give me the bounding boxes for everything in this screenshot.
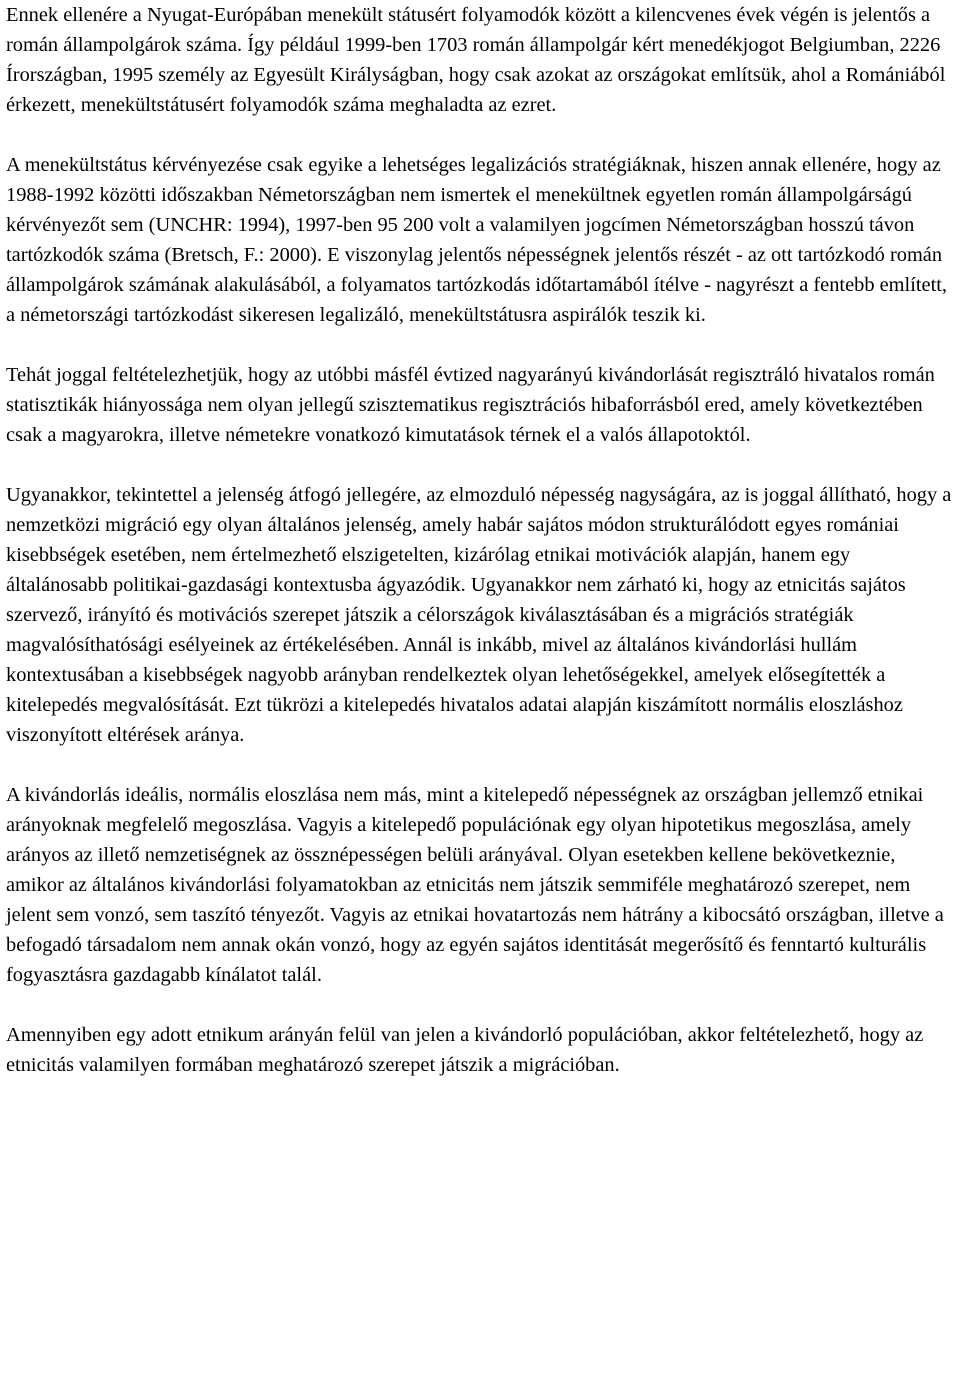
paragraph-6: Amennyiben egy adott etnikum arányán felül van jelen a kivándorló populációban, akkor feltételezhető, hogy az etnicitás valamilyen formában meghatározó szerepet játszik a migrációban. (6, 1024, 924, 1076)
paragraph-1: Ennek ellenére a Nyugat-Európában menekült státusért folyamodók között a kilencvenes évek végén is jelentős a román állampolgárok száma. Így például 1999-ben 1703 román állampolgár kért menedékjogot Belgiumban, 2226 Írországban, 1995 személy az Egyesült Királyságban, hogy csak azokat az országokat említsük, ahol a Romániából érkezett, menekültstátusért folyamodók száma meghaladta az ezret. (6, 4, 946, 116)
paragraph-5: A kivándorlás ideális, normális eloszlása nem más, mint a kitelepedő népességnek az országban jellemző etnikai arányoknak megfelelő megoszlása. Vagyis a kitelepedő populációnak egy olyan hipotetikus megoszlása, amely arányos az illető nemzetiségnek az össznépességen belüli arányával. Olyan esetekben kellene bekövetkeznie, amikor az általános kivándorlási folyamatokban az etnicitás nem játszik semmiféle meghatározó szerepet, nem jelent sem vonzó, sem taszító tényezőt. Vagyis az etnikai hovatartozás nem hátrány a kibocsátó országban, illetve a befogadó társadalom nem annak okán vonzó, hogy az egyén sajátos identitását megerősítő és fenntartó kulturális fogyasztásra gazdagabb kínálatot talál. (6, 784, 944, 986)
paragraph-4: Ugyanakkor, tekintettel a jelenség átfogó jellegére, az elmozduló népesség nagyságára, az is joggal állítható, hogy a nemzetközi migráció egy olyan általános jelenség, amely habár sajátos módon strukturálódott egyes romániai kisebbségek esetében, nem értelmezhető elszigetelten, kizárólag etnikai motivációk alapján, hanem egy általánosabb politikai-gazdasági kontextusba ágyazódik. Ugyanakkor nem zárható ki, hogy az etnicitás sajátos szervező, irányító és motivációs szerepet játszik a célországok kiválasztásában és a migrációs stratégiák magvalósíthatósági esélyeinek az értékelésében. Annál is inkább, mivel az általános kivándorlási hullám kontextusában a kisebbségek nagyobb arányban rendelkeztek olyan lehetőségekkel, amelyek elősegítették a kitelepedés megvalósítását. Ezt tükrözi a kitelepedés hivatalos adatai alapján kiszámított normális eloszláshoz viszonyított eltérések aránya. (6, 484, 952, 746)
paragraph-2: A menekültstátus kérvényezése csak egyike a lehetséges legalizációs stratégiáknak, hiszen annak ellenére, hogy az 1988-1992 közötti időszakban Németországban nem ismertek el menekültnek egyetlen román állampolgárságú kérvényezőt sem (UNCHR: 1994), 1997-ben 95 200 volt a valamilyen jogcímen Németországban hosszú távon tartózkodók száma (Bretsch, F.: 2000). E viszonylag jelentős népességnek jelentős részét - az ott tartózkodó román állampolgárok számának alakulásából, a folyamatos tartózkodás időtartamából ítélve - nagyrészt a fentebb említett, a németországi tartózkodást sikeresen legalizáló, menekültstátusra aspirálók teszik ki. (6, 154, 948, 326)
paragraph-3: Tehát joggal feltételezhetjük, hogy az utóbbi másfél évtized nagyarányú kivándorlását regisztráló hivatalos román statisztikák hiányossága nem olyan jellegű szisztematikus regisztrációs hibaforrásból ered, amely következtében csak a magyarokra, illetve németekre vonatkozó kimutatások térnek el a valós állapotoktól. (6, 364, 935, 446)
